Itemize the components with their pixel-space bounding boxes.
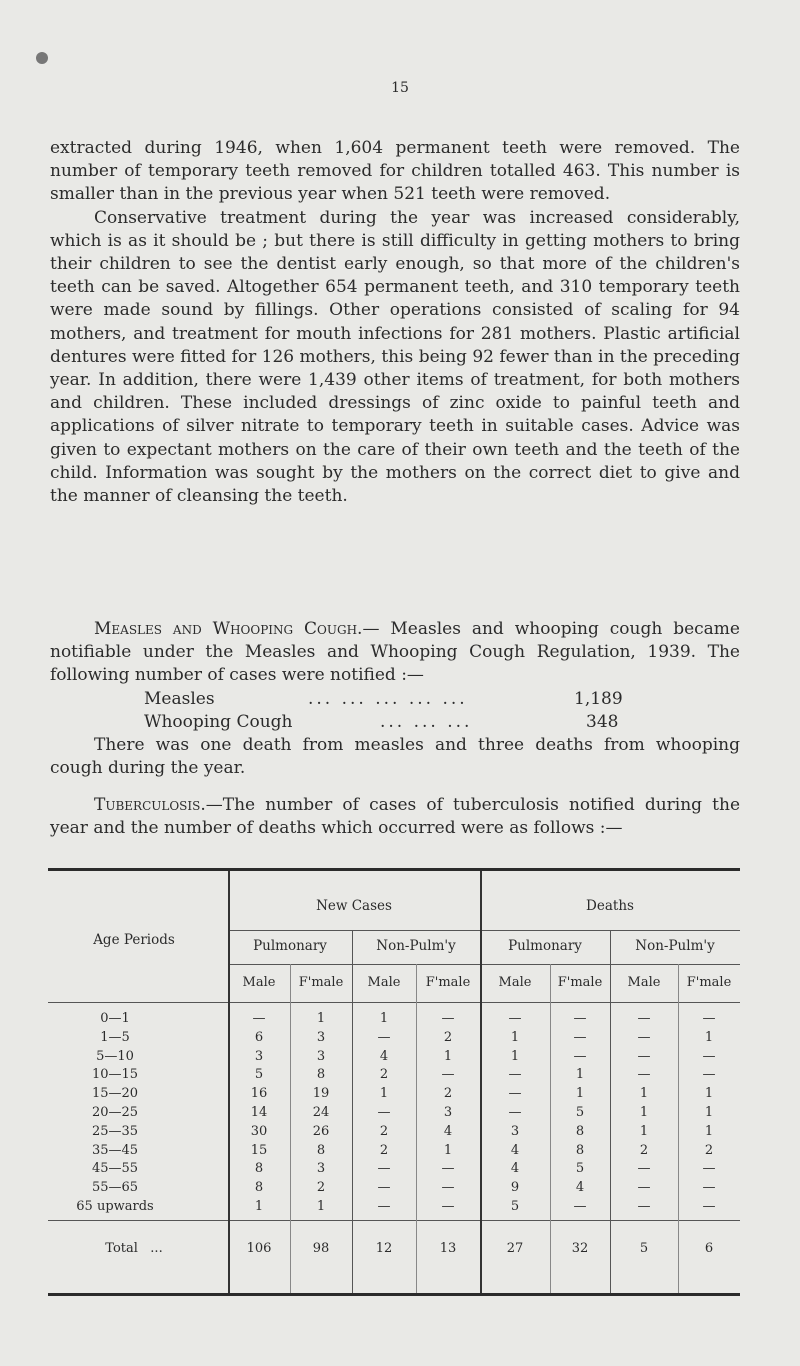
age-period-label: 5—10 bbox=[96, 1048, 134, 1064]
table-cell: — bbox=[508, 1067, 522, 1083]
age-periods-header: Age Periods bbox=[93, 932, 175, 948]
new-non-pulmonary-header: Non-Pulm'y bbox=[376, 938, 456, 954]
table-cell: — bbox=[702, 1048, 716, 1064]
table-cell: 1 bbox=[510, 1048, 520, 1064]
table-cell: 4 bbox=[443, 1123, 453, 1139]
table-cell: — bbox=[377, 1161, 391, 1177]
measles-deaths-paragraph: There was one death from measles and three deaths from whooping cough during the year. bbox=[50, 734, 740, 779]
table-cell: — bbox=[377, 1180, 391, 1196]
table-cell: — bbox=[441, 1180, 455, 1196]
notification-list bbox=[50, 688, 740, 734]
sex-header-male: Male bbox=[242, 975, 276, 990]
age-period-label: 0—1 bbox=[100, 1011, 130, 1026]
table-cell: 5 bbox=[254, 1067, 264, 1083]
sex-header-female: F'male bbox=[425, 975, 471, 990]
table-cell: 2 bbox=[639, 1142, 649, 1158]
table-cell: 14 bbox=[250, 1105, 268, 1120]
table-cell: 1 bbox=[639, 1105, 649, 1120]
total-cell: 13 bbox=[439, 1241, 457, 1256]
table-cell: 4 bbox=[510, 1142, 520, 1158]
table-cell: — bbox=[508, 1086, 522, 1102]
table-cell: — bbox=[637, 1048, 651, 1064]
total-cell: 12 bbox=[375, 1241, 393, 1256]
table-cell: 2 bbox=[316, 1180, 326, 1196]
table-cell: 8 bbox=[254, 1161, 264, 1177]
table-cell: 5 bbox=[510, 1199, 520, 1214]
table-cell: 2 bbox=[443, 1029, 453, 1045]
tuberculosis-text: —The number of cases of tuberculosis notified during the year and the number of deaths which occurred were as follows :— bbox=[50, 795, 740, 839]
table-cell: — bbox=[637, 1180, 651, 1196]
table-cell: 3 bbox=[316, 1161, 326, 1177]
deaths-header: Deaths bbox=[586, 898, 634, 914]
tuberculosis-section bbox=[50, 794, 740, 840]
measles-heading: Measles and Whooping Cough. bbox=[94, 619, 363, 639]
table-cell: — bbox=[573, 1011, 587, 1026]
table-cell: 1 bbox=[575, 1086, 585, 1102]
table-cell: 1 bbox=[379, 1086, 389, 1102]
total-cell: 98 bbox=[312, 1241, 330, 1256]
table-cell: 1 bbox=[254, 1199, 264, 1214]
table-cell: — bbox=[441, 1199, 455, 1214]
paragraph-dental-extractions: extracted during 1946, when 1,604 permanent teeth were removed. The number of temporary teeth removed for children totalled 463. This number is smaller than in the previous year when 521 teeth were removed. bbox=[50, 138, 740, 205]
table-cell: 8 bbox=[575, 1123, 585, 1139]
table-cell: — bbox=[637, 1011, 651, 1026]
sex-header-female: F'male bbox=[298, 975, 344, 990]
table-cell: 2 bbox=[379, 1142, 389, 1158]
table-cell: 1 bbox=[639, 1086, 649, 1102]
table-cell: 1 bbox=[704, 1123, 714, 1139]
table-cell: 8 bbox=[575, 1142, 585, 1158]
table-cell: 5 bbox=[575, 1161, 585, 1177]
table-cell: — bbox=[637, 1161, 651, 1177]
tuberculosis-table bbox=[40, 868, 740, 1366]
table-cell: 1 bbox=[704, 1086, 714, 1102]
age-period-label: 20—25 bbox=[91, 1105, 139, 1120]
ink-blot bbox=[36, 52, 48, 64]
table-cell: 3 bbox=[443, 1105, 453, 1120]
table-cell: — bbox=[702, 1161, 716, 1177]
table-cell: 1 bbox=[316, 1199, 326, 1214]
table-cell: 3 bbox=[316, 1048, 326, 1064]
age-period-label: 15—20 bbox=[91, 1086, 139, 1102]
total-cell: 27 bbox=[506, 1241, 524, 1256]
age-period-label: 55—65 bbox=[91, 1180, 139, 1196]
table-cell: 3 bbox=[254, 1048, 264, 1064]
sex-header-female: F'male bbox=[686, 975, 732, 990]
deaths-pulmonary-header: Pulmonary bbox=[508, 938, 582, 954]
table-cell: 8 bbox=[316, 1067, 326, 1083]
age-period-label: 35—45 bbox=[91, 1142, 139, 1158]
deaths-non-pulmonary-header: Non-Pulm'y bbox=[635, 938, 715, 954]
table-cell: 26 bbox=[312, 1123, 330, 1139]
body-text bbox=[50, 137, 740, 508]
sex-header-female: F'male bbox=[557, 975, 603, 990]
age-period-label: 10—15 bbox=[91, 1067, 139, 1083]
table-cell: — bbox=[702, 1011, 716, 1026]
table-cell: — bbox=[637, 1067, 651, 1083]
table-cell: — bbox=[508, 1011, 522, 1026]
age-period-label: 65 upwards bbox=[76, 1199, 154, 1214]
table-cell: 1 bbox=[443, 1142, 453, 1158]
sex-header-male: Male bbox=[367, 975, 401, 990]
table-cell: — bbox=[441, 1067, 455, 1083]
age-period-label: 25—35 bbox=[91, 1123, 139, 1139]
total-cell: 32 bbox=[571, 1241, 589, 1256]
table-cell: — bbox=[637, 1199, 651, 1214]
new-pulmonary-header: Pulmonary bbox=[253, 938, 327, 954]
notification-row-measles: Measles ... ... ... ... ... 1,189 bbox=[144, 688, 623, 709]
tuberculosis-heading: Tuberculosis. bbox=[94, 795, 206, 815]
page-number: 15 bbox=[391, 80, 409, 96]
table-cell: 1 bbox=[316, 1011, 326, 1026]
table-cell: 8 bbox=[316, 1142, 326, 1158]
table-cell: — bbox=[441, 1011, 455, 1026]
table-cell: 2 bbox=[379, 1123, 389, 1139]
table-cell: — bbox=[702, 1199, 716, 1214]
total-cell: 6 bbox=[704, 1241, 714, 1256]
table-cell: 19 bbox=[312, 1086, 330, 1102]
age-period-label: 1—5 bbox=[100, 1029, 130, 1045]
table-cell: — bbox=[637, 1029, 651, 1045]
table-cell: — bbox=[508, 1105, 522, 1120]
table-cell: — bbox=[441, 1161, 455, 1177]
table-cell: 15 bbox=[250, 1142, 268, 1158]
table-cell: 1 bbox=[575, 1067, 585, 1083]
table-cell: — bbox=[702, 1067, 716, 1083]
table-cell: 16 bbox=[250, 1086, 268, 1102]
table-cell: — bbox=[377, 1029, 391, 1045]
table-cell: — bbox=[573, 1029, 587, 1045]
table-cell: 1 bbox=[639, 1123, 649, 1139]
table-cell: — bbox=[573, 1199, 587, 1214]
table-cell: 1 bbox=[704, 1105, 714, 1120]
table-cell: 30 bbox=[250, 1123, 268, 1139]
total-label: Total ... bbox=[105, 1241, 163, 1256]
sex-header-male: Male bbox=[627, 975, 661, 990]
table-cell: 1 bbox=[704, 1029, 714, 1045]
table-cell: 4 bbox=[379, 1048, 389, 1064]
total-cell: 106 bbox=[246, 1241, 272, 1256]
table-cell: 1 bbox=[379, 1011, 389, 1026]
table-cell: 1 bbox=[443, 1048, 453, 1064]
table-cell: 8 bbox=[254, 1180, 264, 1196]
table-cell: 4 bbox=[575, 1180, 585, 1196]
table-cell: — bbox=[377, 1199, 391, 1214]
table-cell: — bbox=[702, 1180, 716, 1196]
table-cell: 2 bbox=[379, 1067, 389, 1083]
table-cell: 2 bbox=[704, 1142, 714, 1158]
age-period-label: 45—55 bbox=[91, 1161, 139, 1177]
measles-text: — Measles and whooping cough became notifiable under the Measles and Whooping Cough Regulation, 1939. The following number of cases were notified :— bbox=[50, 619, 740, 686]
table-cell: 24 bbox=[312, 1105, 330, 1120]
table-cell: 3 bbox=[316, 1029, 326, 1045]
table-cell: 3 bbox=[510, 1123, 520, 1139]
notification-row-whooping-cough: Whooping Cough ... ... ... 348 bbox=[144, 711, 619, 732]
measles-section bbox=[50, 618, 740, 780]
table-cell: — bbox=[377, 1105, 391, 1120]
table-cell: 1 bbox=[510, 1029, 520, 1045]
new-cases-header: New Cases bbox=[316, 898, 392, 914]
total-cell: 5 bbox=[639, 1241, 649, 1256]
paragraph-conservative-treatment: Conservative treatment during the year was increased considerably, which is as it should be ; but there is still difficulty in getting mothers to bring their children to see the dentist early enough, so that more of the children's teeth can be saved. Altogether 654 permanent teeth, and 310 temporary teeth were made sound by fillings. Other operations consisted of scaling for 94 mothers, and treatment for mouth infections for 281 mothers. Plastic artificial dentures were fitted for 126 mothers, this being 92 fewer than in the preceding year. In addition, there were 1,439 other items of treatment, for both mothers and children. These included dressings of zinc oxide to painful teeth and applications of silver nitrate to temporary teeth in suitable cases. Advice was given to expectant mothers on the care of their own teeth and the teeth of the child. Information was sought by the mothers on the correct diet to give and the manner of cleansing the teeth. bbox=[50, 207, 740, 507]
sex-header-male: Male bbox=[498, 975, 532, 990]
table-cell: 5 bbox=[575, 1105, 585, 1120]
table-cell: 9 bbox=[510, 1180, 520, 1196]
measles-paragraph bbox=[50, 618, 740, 688]
tuberculosis-paragraph bbox=[50, 794, 740, 840]
table-cell: 2 bbox=[443, 1086, 453, 1102]
table-cell: — bbox=[573, 1048, 587, 1064]
table-cell: 4 bbox=[510, 1161, 520, 1177]
table-cell: 6 bbox=[254, 1029, 264, 1045]
table-cell: — bbox=[252, 1011, 266, 1026]
